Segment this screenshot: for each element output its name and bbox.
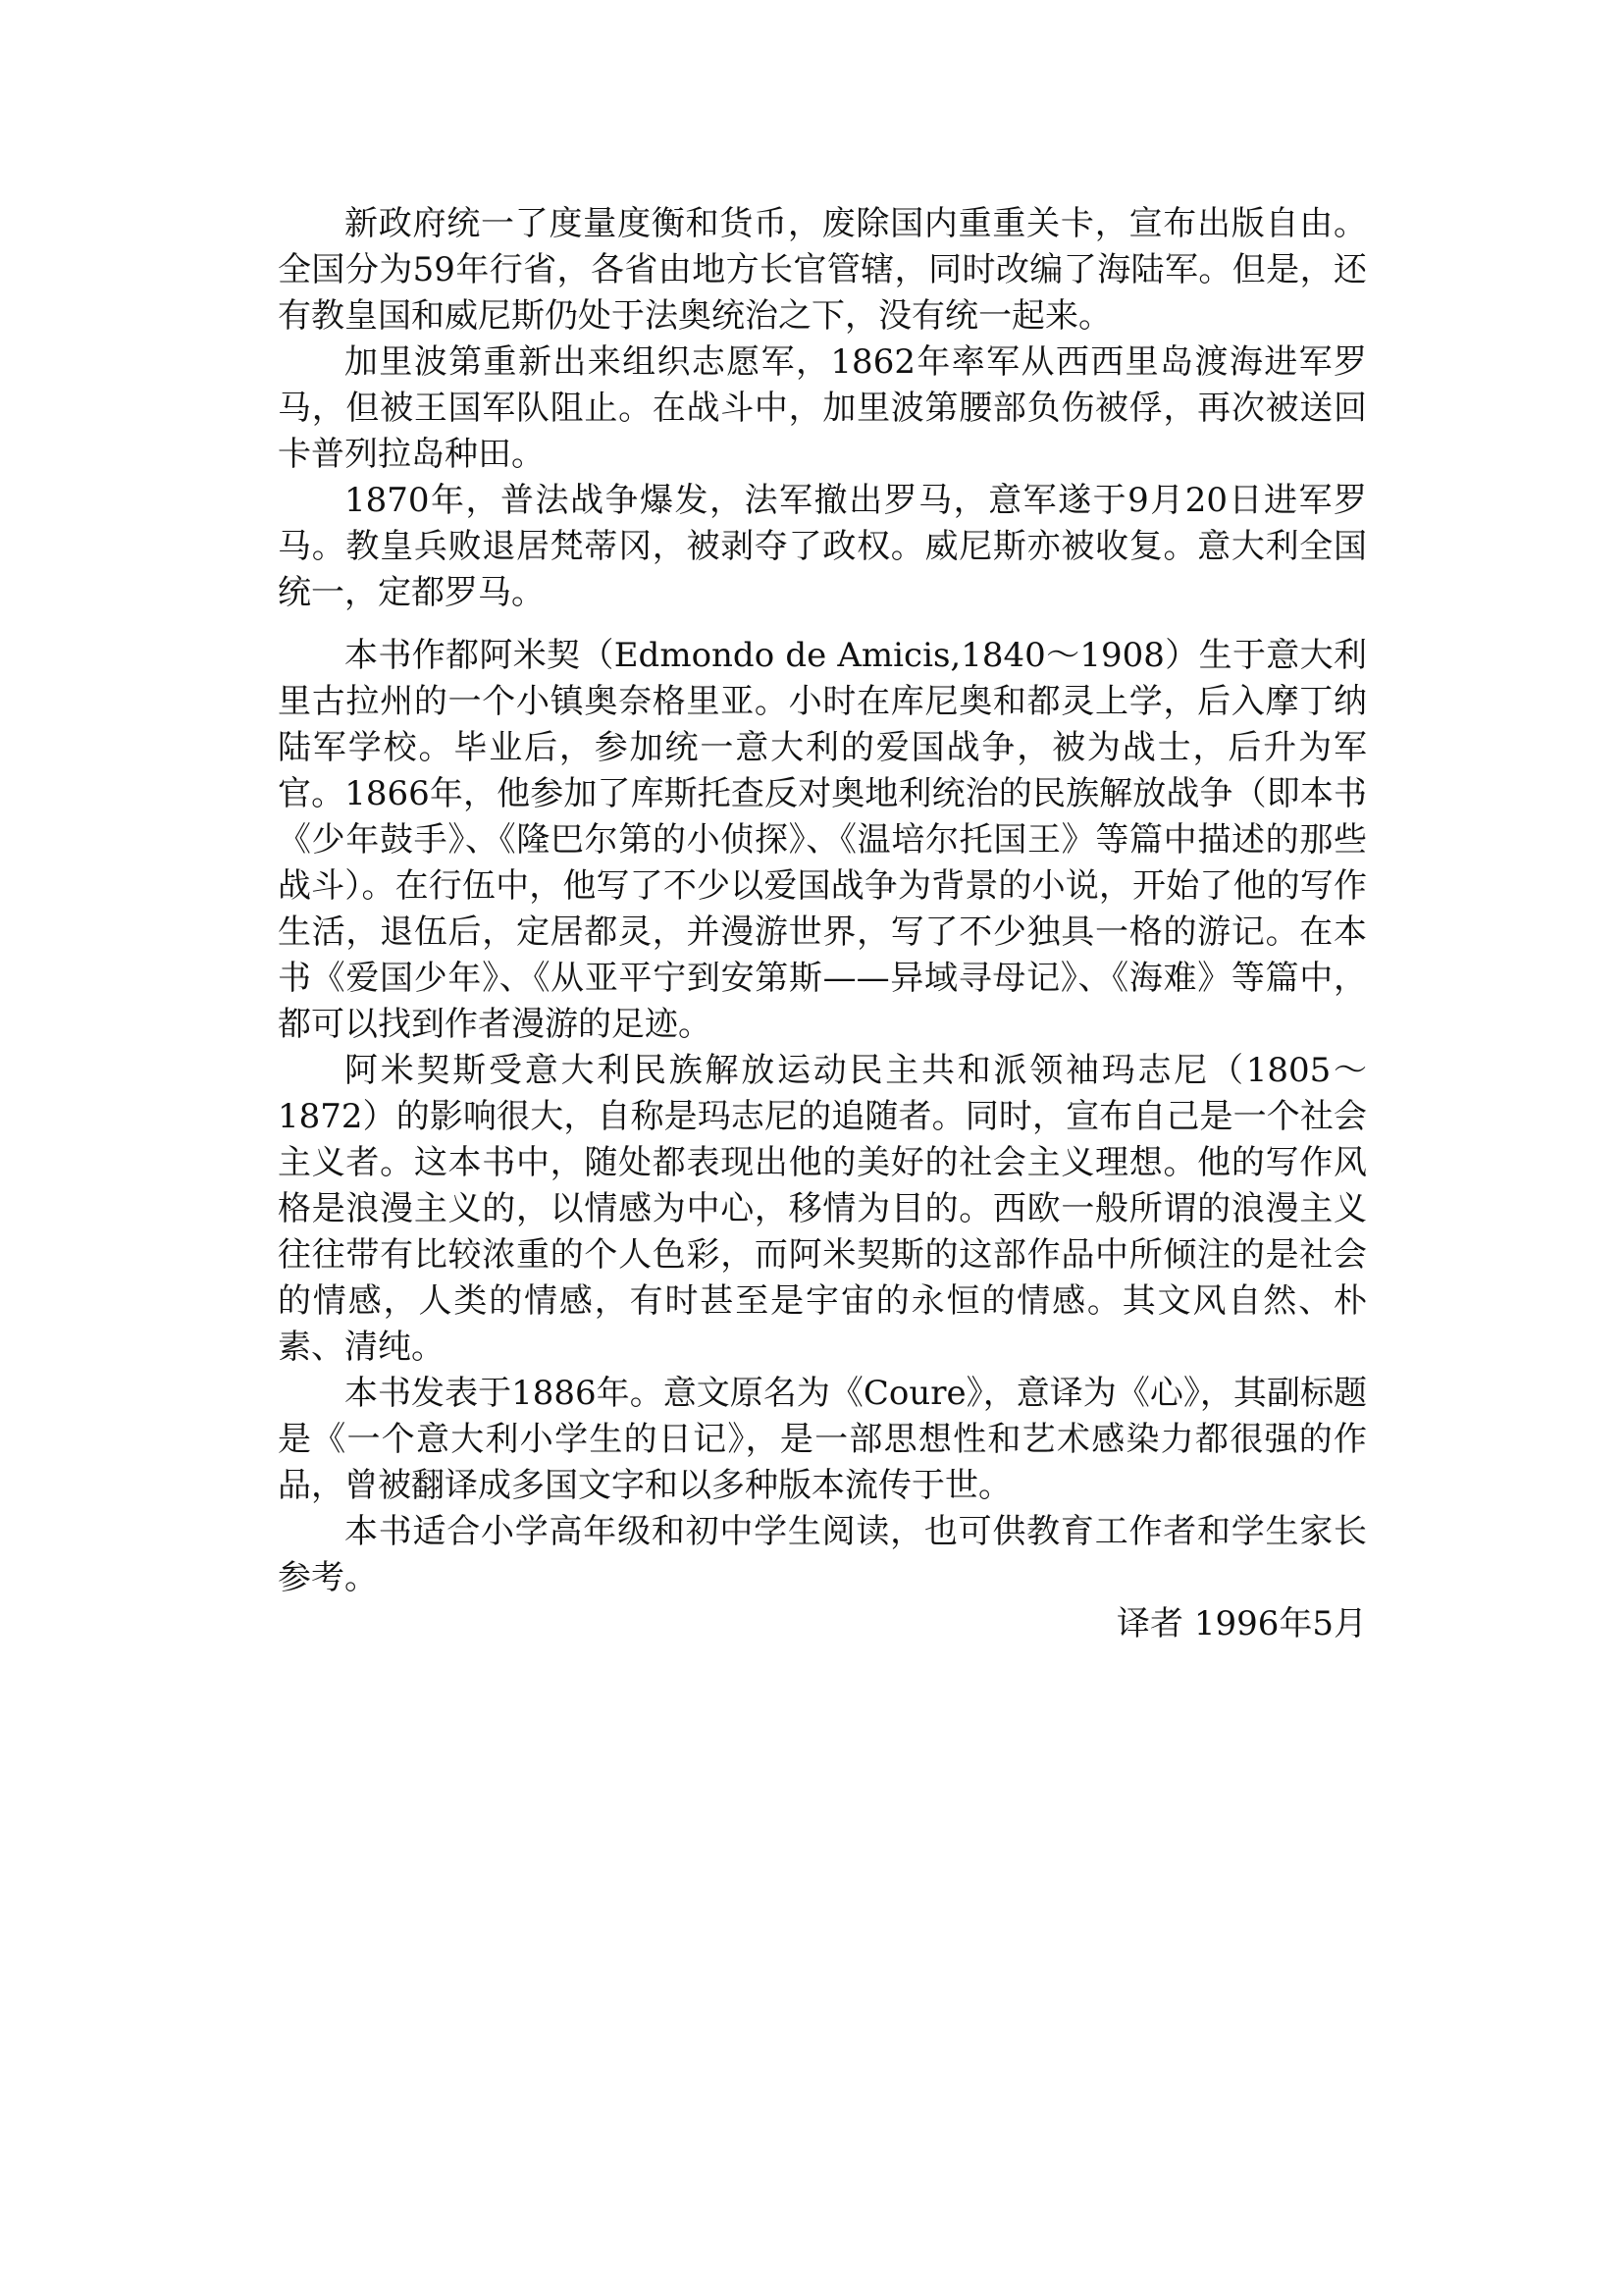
paragraph: 本书作都阿米契（Edmondo de Amicis,1840～1908）生于意大利里古拉州的一个小镇奥奈格里亚。小时在库尼奥和都灵上学，后入摩丁纳陆军学校。毕业后，参加统一意大利的爱国战争，被为战士，后升为军官。1866年，他参加了库斯托查反对奥地利统治的民族解放战争（即本书《少年鼓手》、《隆巴尔第的小侦探》、《温培尔托国王》等篇中描述的那些战斗）。在行伍中，他写了不少以爱国战争为背景的小说，开始了他的写作生活，退伍后，定居都灵，并漫游世界，写了不少独具一格的游记。在本书《爱国少年》、《从亚平宁到安第斯——异域寻母记》、《海难》等篇中，都可以找到作者漫游的足迹。 bbox=[278, 636, 1367, 1044]
paragraph: 阿米契斯受意大利民族解放运动民主共和派领袖玛志尼（1805～1872）的影响很大，自称是玛志尼的追随者。同时，宣布自己是一个社会主义者。这本书中，随处都表现出他的美好的社会主义理想。他的写作风格是浪漫主义的，以情感为中心，移情为目的。西欧一般所谓的浪漫主义往往带有比较浓重的个人色彩，而阿米契斯的这部作品中所倾注的是社会的情感，人类的情感，有时甚至是宇宙的永恒的情感。其文风自然、朴素、清纯。 bbox=[278, 1051, 1367, 1367]
paragraph: 加里波第重新出来组织志愿军，1862年率军从西西里岛渡海进军罗马，但被王国军队阻止。在战斗中，加里波第腰部负伤被俘，再次被送回卡普列拉岛种田。 bbox=[278, 342, 1367, 474]
history-section bbox=[278, 201, 1367, 616]
paragraph: 本书发表于1886年。意文原名为《Coure》，意译为《心》，其副标题是《一个意大利小学生的日记》，是一部思想性和艺术感染力都很强的作品，曾被翻译成多国文字和以多种版本流传于世。 bbox=[278, 1374, 1367, 1505]
paragraph: 本书适合小学高年级和初中学生阅读，也可供教育工作者和学生家长参考。 bbox=[278, 1512, 1367, 1597]
paragraph: 新政府统一了度量度衡和货币，废除国内重重关卡，宣布出版自由。全国分为59年行省，各省由地方长官管辖，同时改编了海陆军。但是，还有教皇国和威尼斯仍处于法奥统治之下，没有统一起来。 bbox=[278, 204, 1367, 336]
translator-signature: 译者 1996年5月 bbox=[1117, 1604, 1367, 1643]
paragraph: 1870年，普法战争爆发，法军撤出罗马，意军遂于9月20日进军罗马。教皇兵败退居梵蒂冈，被剥夺了政权。威尼斯亦被收复。意大利全国统一，定都罗马。 bbox=[278, 481, 1367, 612]
author-note-section bbox=[278, 633, 1367, 1647]
